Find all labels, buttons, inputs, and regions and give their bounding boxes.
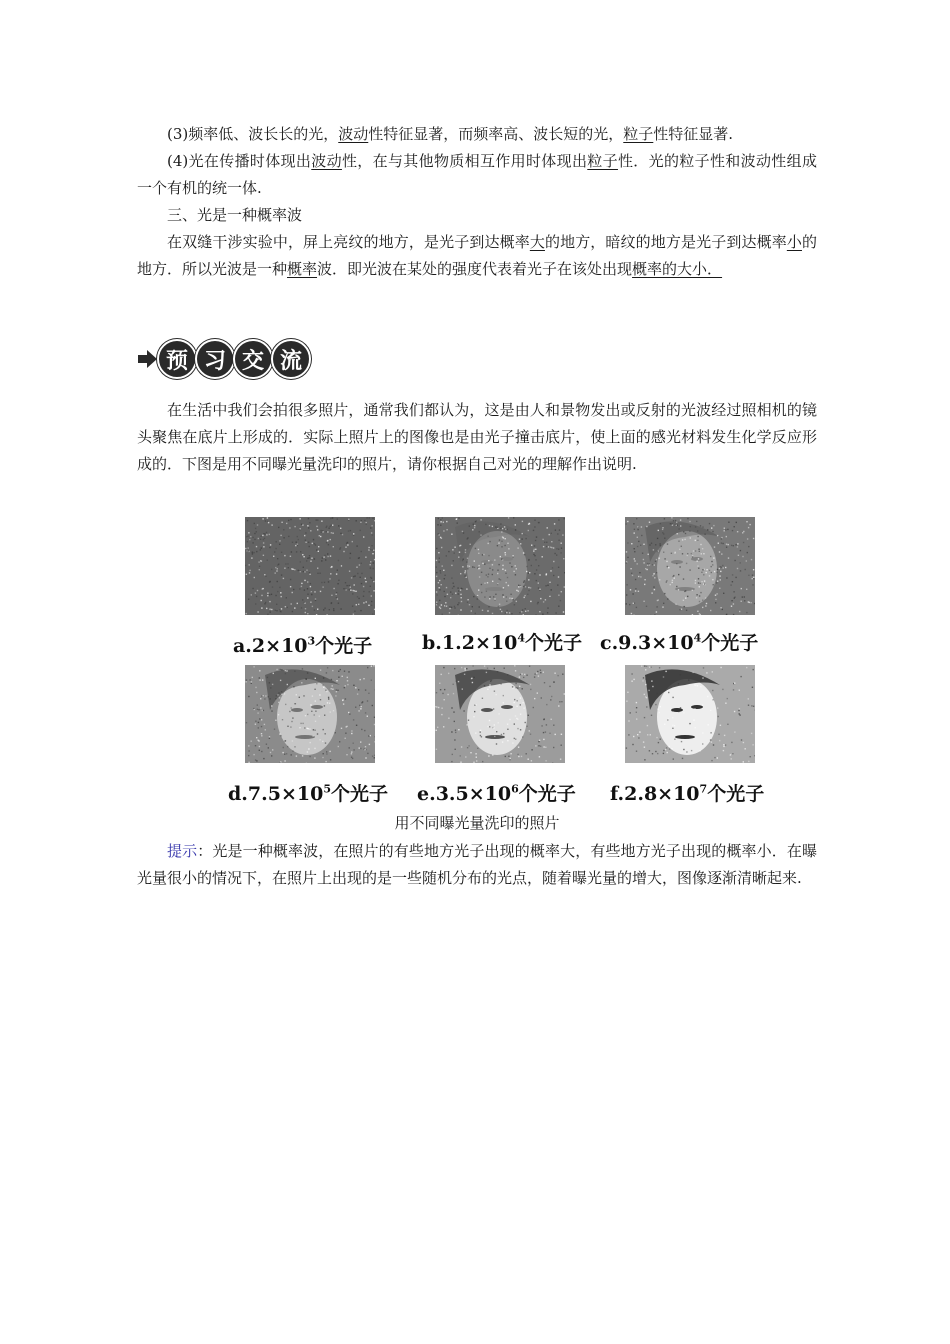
section-heading-probability-wave: 三、光是一种概率波 [167,206,303,224]
blank-answer: 粒子 [587,152,618,170]
text: ： [197,842,213,860]
text: 的地方，暗纹的地方是光子到达概率 [544,233,787,251]
photo-caption: $d.7.5\times 10^5$个光子 [228,782,388,805]
text: 性，在与其他物质相互作用时体现出 [341,152,588,170]
blank-answer: 概率 [287,260,318,278]
photo-caption: $a.2\times 10^3$个光子 [233,634,373,657]
section-title-char: 习 [195,339,235,379]
photo-caption: $e.3.5\times 10^6$个光子 [417,782,576,805]
blank-answer: 大 [529,233,545,251]
paragraph-duality [137,148,817,202]
text: (3)频率低、波长长的光， [167,125,339,143]
section-title-char: 预 [157,339,197,379]
section-banner-preview-exchange [137,337,311,381]
text: 性特征显著，而频率高、波长短的光， [368,125,624,143]
photo-caption: $b.1.2\times 10^4$个光子 [422,631,582,654]
text: 的地方．所以光波是一种 [137,233,817,278]
text: 光是一种概率波，在照片的有些地方光子出现的概率大，有些地方光子出现的概率小．在曝光量很小的情况下，在照片上出现的是一些随机分布的光点，随着曝光量的增大，图像逐渐清晰起来. [137,842,817,887]
paragraph-photo-intro: 在生活中我们会拍很多照片，通常我们都认为，这是由人和景物发出或反射的光波经过照相机的镜头聚焦在底片上形成的．实际上照片上的图像也是由光子撞击底片，使上面的感光材料发生化学反应形成的．下图是用不同曝光量洗印的照片，请你根据自己对光的理解作出说明. [137,401,817,473]
photo-a [245,517,375,615]
text: (4)光在传播时体现出 [167,152,312,170]
photo-d [245,665,375,763]
section-title [159,339,311,379]
text: 在双缝干涉实验中，屏上亮纹的地方，是光子到达概率 [167,233,530,251]
text: 波．即光波在某处的强度代表着光子在该处出现 [317,260,633,278]
paragraph-hint [137,838,817,892]
exposure-photo-figure [223,517,763,807]
photo-caption: $f.2.8\times 10^7$个光子 [610,782,765,805]
photo-c [625,517,755,615]
section-title-char: 流 [271,339,311,379]
blank-answer: 波动 [338,125,369,143]
blank-answer: 粒子 [623,125,654,143]
paragraph-double-slit [137,229,817,283]
blank-answer: 小 [786,233,802,251]
figure-title: 用不同曝光量洗印的照片 [394,814,560,832]
section-title-char: 交 [233,339,273,379]
text: 性特征显著. [653,125,734,143]
blank-answer: 概率的大小． [632,260,723,278]
text: 性．光的粒子性和波动性组成一个有机的统一体. [137,152,817,197]
arrow-right-icon [137,348,159,370]
paragraph-frequency [137,121,817,148]
hint-label: 提示 [167,842,198,860]
photo-caption: $c.9.3\times 10^4$个光子 [600,631,759,654]
photo-e [435,665,565,763]
photo-b [435,517,565,615]
blank-answer: 波动 [311,152,342,170]
photo-f [625,665,755,763]
